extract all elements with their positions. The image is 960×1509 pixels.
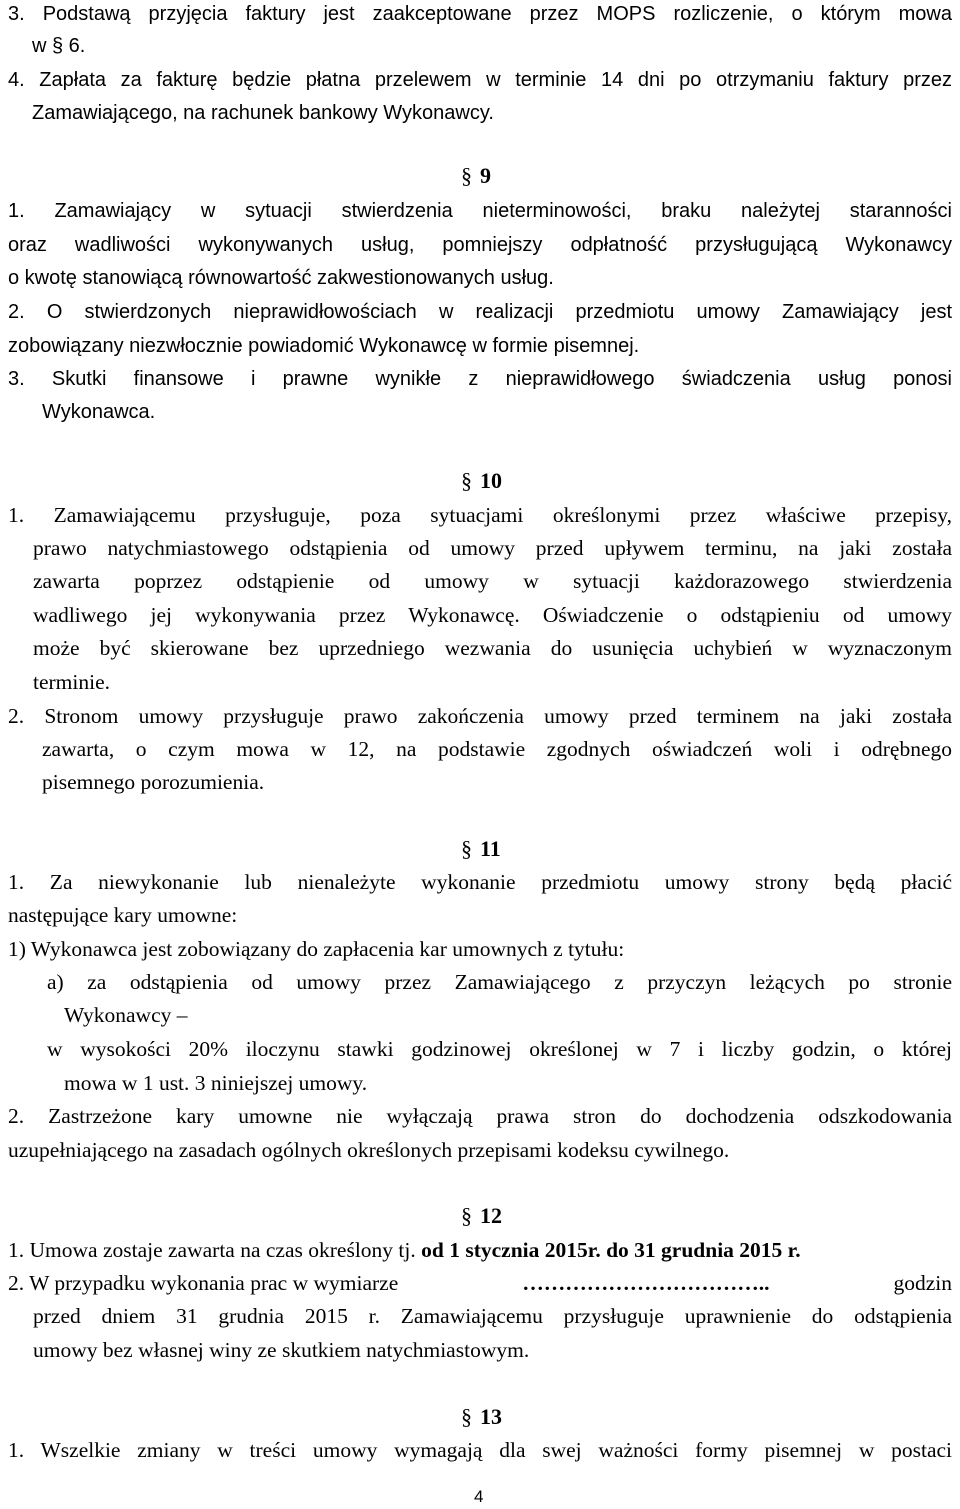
s10-item1-line1: 1. Zamawiającemu przysługuje, poza sytuacjami określonymi przez właściwe przepisy, xyxy=(8,503,952,527)
s11-w-line1: w wysokości 20% iloczynu stawki godzinowej określonej w 7 i liczby godzin, o której xyxy=(47,1037,952,1061)
s9-item3-line2: Wykonawca. xyxy=(42,401,156,423)
s13-item1-line1: 1. Wszelkie zmiany w treści umowy wymagają dla swej ważności formy pisemnej w postaci xyxy=(8,1438,952,1462)
section-9-heading: § 9 xyxy=(461,163,491,188)
s10-item1-line5: może być skierowane bez uprzedniego wezwania do usunięcia uchybień w wyznaczonym xyxy=(33,636,952,660)
s10-item2-line3: pisemnego porozumienia. xyxy=(42,770,265,794)
section-sign-icon: § xyxy=(461,1404,472,1429)
s9-item2-line2: zobowiązany niezwłocznie powiadomić Wykonawcę w formie pisemnej. xyxy=(8,335,640,357)
s11-item1-line1: 1. Za niewykonanie lub nienależyte wykonanie przedmiotu umowy strony będą płacić xyxy=(8,870,952,894)
s12-item1-term: od 1 stycznia 2015r. do 31 grudnia 2015 r. xyxy=(421,1238,801,1262)
s9-item1-line2: oraz wadliwości wykonywanych usług, pomniejszy odpłatność przysługującą Wykonawcy xyxy=(8,234,952,256)
s11-a-line2: Wykonawcy – xyxy=(64,1003,188,1027)
section-11-heading: § 11 xyxy=(461,836,501,861)
s10-item1-line3: zawarta poprzez odstąpienie od umowy w sytuacji każdorazowego stwierdzenia xyxy=(33,569,952,593)
paragraph-3-line-2: w § 6. xyxy=(32,35,86,57)
section-sign-icon: § xyxy=(461,836,472,861)
s11-item2-line2: uzupełniającego na zasadach ogólnych określonych przepisami kodeksu cywilnego. xyxy=(8,1138,730,1162)
section-sign-icon: § xyxy=(461,1203,472,1228)
section-13-heading: § 13 xyxy=(461,1404,502,1429)
s12-item2-line3: umowy bez własnej winy ze skutkiem natychmiastowym. xyxy=(33,1338,530,1362)
s12-item2-blank: …………………………….. xyxy=(522,1271,770,1295)
page-number: 4 xyxy=(474,1487,484,1506)
s11-a-line1: a) za odstąpienia od umowy przez Zamawiającego z przyczyn leżących po stronie xyxy=(47,970,952,994)
s12-item1 xyxy=(8,1240,801,1262)
paragraph-4-line-2: Zamawiającego, na rachunek bankowy Wykonawcy. xyxy=(32,102,494,124)
s12-item2-text: 2. W przypadku wykonania prac w wymiarze xyxy=(8,1271,399,1295)
s10-item1-line2: prawo natychmiastowego odstąpienia od umowy przed upływem terminu, na jaki została xyxy=(33,536,952,560)
s9-item2-line1: 2. O stwierdzonych nieprawidłowościach w realizacji przedmiotu umowy Zamawiający jest xyxy=(8,301,952,323)
s11-w-line2: mowa w 1 ust. 3 niniejszej umowy. xyxy=(64,1071,368,1095)
paragraph-3-line-1: 3. Podstawą przyjęcia faktury jest zaakceptowane przez MOPS rozliczenie, o którym mowa xyxy=(8,3,952,25)
s12-item2-suffix: godzin xyxy=(893,1271,952,1295)
s10-item2-line2: zawarta, o czym mowa w 12, na podstawie zgodnych oświadczeń woli i odrębnego xyxy=(42,737,952,761)
s9-item3-line1: 3. Skutki finansowe i prawne wynikłe z nieprawidłowego świadczenia usług ponosi xyxy=(8,368,952,390)
section-12-heading: § 12 xyxy=(461,1203,502,1228)
s10-item1-line6: terminie. xyxy=(33,670,111,694)
s9-item1-line1: 1. Zamawiający w sytuacji stwierdzenia nieterminowości, braku należytej staranności xyxy=(8,200,952,222)
s10-item1-line4: wadliwego jej wykonywania przez Wykonawcę. Oświadczenie o odstąpieniu od umowy xyxy=(33,603,952,627)
s12-item2-line2: przed dniem 31 grudnia 2015 r. Zamawiającemu przysługuje uprawnienie do odstąpienia xyxy=(33,1304,952,1328)
s11-item1-line2: następujące kary umowne: xyxy=(8,903,238,927)
s10-item2-line1: 2. Stronom umowy przysługuje prawo zakończenia umowy przed terminem na jaki została xyxy=(8,704,952,728)
s11-item2-line1: 2. Zastrzeżone kary umowne nie wyłączają prawa stron do dochodzenia odszkodowania xyxy=(8,1104,952,1128)
section-sign-icon: § xyxy=(461,468,472,493)
s12-item2-line1 xyxy=(8,1273,952,1295)
s9-item1-line3: o kwotę stanowiącą równowartość zakwestionowanych usług. xyxy=(8,267,554,289)
section-sign-icon: § xyxy=(461,163,472,188)
section-10-heading: § 10 xyxy=(461,468,502,493)
paragraph-4-line-1: 4. Zapłata za fakturę będzie płatna przelewem w terminie 14 dni po otrzymaniu faktury przez xyxy=(8,69,952,91)
s11-sub1: 1) Wykonawca jest zobowiązany do zapłacenia kar umownych z tytułu: xyxy=(8,937,625,961)
s12-item1-text: 1. Umowa zostaje zawarta na czas określony tj. xyxy=(8,1238,422,1262)
